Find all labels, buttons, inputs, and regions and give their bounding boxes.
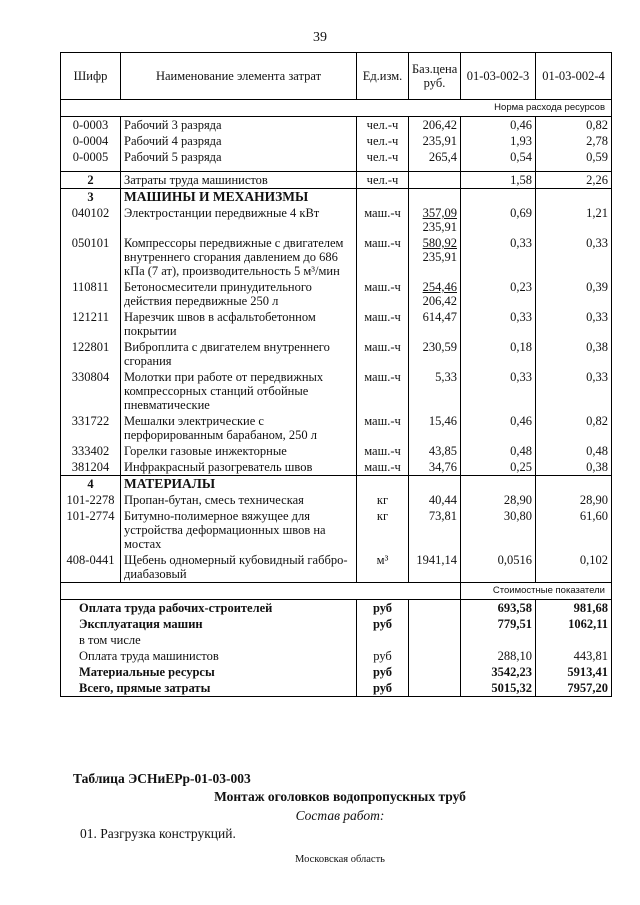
summary-materials-value-2: 5913,41 <box>536 664 612 680</box>
summary-operators-name: Оплата труда машинистов <box>61 648 357 664</box>
table-header-row <box>61 53 612 100</box>
row-code: 040102 <box>61 205 121 235</box>
table-subtitle: Монтаж оголовков водопропускных труб <box>214 789 466 804</box>
table-row <box>61 149 612 165</box>
row-value-2: 0,33 <box>536 235 612 279</box>
summary-labor-value-2: 981,68 <box>536 600 612 617</box>
row-price: 614,47 <box>409 309 461 339</box>
row-unit: чел.-ч <box>357 149 409 165</box>
row-name: Молотки при работе от передвижных компрессорных станций отбойные пневматические <box>121 369 357 413</box>
row-unit: маш.-ч <box>357 369 409 413</box>
row-unit: маш.-ч <box>357 459 409 476</box>
section-2-number: 2 <box>61 172 121 189</box>
table-row <box>61 235 612 279</box>
row-unit: маш.-ч <box>357 309 409 339</box>
table-row <box>61 443 612 459</box>
row-value-2: 1,21 <box>536 205 612 235</box>
row-value-2: 0,82 <box>536 413 612 443</box>
section-4-row <box>61 476 612 493</box>
row-unit: маш.-ч <box>357 235 409 279</box>
summary-operators-unit: руб <box>357 648 409 664</box>
table-row <box>61 413 612 443</box>
row-value-2: 0,48 <box>536 443 612 459</box>
row-price: 206,42 <box>409 117 461 134</box>
table-row <box>61 369 612 413</box>
row-name: Виброплита с двигателем внутреннего сгорания <box>121 339 357 369</box>
row-code: 0-0005 <box>61 149 121 165</box>
row-name: Битумно-полимерное вяжущее для устройства деформационных швов на мостах <box>121 508 357 552</box>
row-code: 381204 <box>61 459 121 476</box>
row-unit: м³ <box>357 552 409 583</box>
summary-machines-value-2: 1062,11 <box>536 616 612 632</box>
row-price-main: 357,09 <box>422 206 457 220</box>
row-value-1: 28,90 <box>461 492 536 508</box>
row-name: Рабочий 4 разряда <box>121 133 357 149</box>
row-code: 331722 <box>61 413 121 443</box>
header-code: Шифр <box>61 53 121 100</box>
summary-including-label: в том числе <box>61 632 357 648</box>
summary-operators-value-2: 443,81 <box>536 648 612 664</box>
row-name: Щебень одномерный кубовидный габбро-диабазовый <box>121 552 357 583</box>
section-2-row <box>61 172 612 189</box>
summary-operators-value-1: 288,10 <box>461 648 536 664</box>
row-value-1: 0,33 <box>461 309 536 339</box>
table-row <box>61 309 612 339</box>
row-unit: маш.-ч <box>357 339 409 369</box>
row-value-1: 0,33 <box>461 235 536 279</box>
summary-total-value-1: 5015,32 <box>461 680 536 697</box>
row-price-operator: 206,42 <box>422 294 457 308</box>
summary-row-operators <box>61 648 612 664</box>
section-3-number: 3 <box>61 189 121 206</box>
row-value-2: 0,38 <box>536 459 612 476</box>
row-value-1: 0,0516 <box>461 552 536 583</box>
row-name: Рабочий 5 разряда <box>121 149 357 165</box>
estimate-table <box>60 52 612 697</box>
row-price-operator: 235,91 <box>422 250 457 264</box>
row-name: Инфракрасный разогреватель швов <box>121 459 357 476</box>
row-price: 43,85 <box>409 443 461 459</box>
row-code: 0-0004 <box>61 133 121 149</box>
row-unit: маш.-ч <box>357 279 409 309</box>
norm-label: Норма расхода ресурсов <box>61 100 612 117</box>
row-value-2: 0,38 <box>536 339 612 369</box>
header-name: Наименование элемента затрат <box>121 53 357 100</box>
table-row <box>61 508 612 552</box>
cost-label: Стоимостные показатели <box>461 583 612 600</box>
row-value-2: 0,33 <box>536 309 612 339</box>
summary-total-name: Всего, прямые затраты <box>61 680 357 697</box>
row-value-2: 0,59 <box>536 149 612 165</box>
row-price <box>409 279 461 309</box>
row-code: 122801 <box>61 339 121 369</box>
row-value-2: 0,39 <box>536 279 612 309</box>
row-value-1: 1,93 <box>461 133 536 149</box>
row-price-operator: 235,91 <box>422 220 457 234</box>
row-name: Горелки газовые инжекторные <box>121 443 357 459</box>
header-unit: Ед.изм. <box>357 53 409 100</box>
row-price-main: 580,92 <box>422 236 457 250</box>
summary-total-unit: руб <box>357 680 409 697</box>
row-price: 5,33 <box>409 369 461 413</box>
row-value-1: 0,18 <box>461 339 536 369</box>
row-price <box>409 235 461 279</box>
summary-labor-name: Оплата труда рабочих-строителей <box>61 600 357 617</box>
table-row <box>61 205 612 235</box>
summary-row-labor <box>61 600 612 617</box>
section-3-title: МАШИНЫ И МЕХАНИЗМЫ <box>121 189 357 206</box>
row-value-1: 0,69 <box>461 205 536 235</box>
summary-total-value-2: 7957,20 <box>536 680 612 697</box>
row-name: Электростанции передвижные 4 кВт <box>121 205 357 235</box>
table-row <box>61 279 612 309</box>
summary-materials-unit: руб <box>357 664 409 680</box>
cost-subheader-row <box>61 583 612 600</box>
summary-materials-value-1: 3542,23 <box>461 664 536 680</box>
section-4-number: 4 <box>61 476 121 493</box>
row-unit: маш.-ч <box>357 443 409 459</box>
row-unit: маш.-ч <box>357 413 409 443</box>
row-value-1: 0,46 <box>461 117 536 134</box>
footer-region: Московская область <box>295 854 385 865</box>
row-unit: маш.-ч <box>357 205 409 235</box>
row-value-1: 0,54 <box>461 149 536 165</box>
row-price-main: 254,46 <box>422 280 457 294</box>
row-name: Нарезчик швов в асфальтобетонном покрытии <box>121 309 357 339</box>
row-name: Пропан-бутан, смесь техническая <box>121 492 357 508</box>
row-code: 0-0003 <box>61 117 121 134</box>
row-price: 265,4 <box>409 149 461 165</box>
summary-row-including <box>61 632 612 648</box>
section-2-name: Затраты труда машинистов <box>121 172 357 189</box>
row-price: 235,91 <box>409 133 461 149</box>
norm-subheader-row <box>61 100 612 117</box>
page-number: 39 <box>313 30 327 45</box>
row-unit: кг <box>357 508 409 552</box>
row-price <box>409 205 461 235</box>
row-code: 333402 <box>61 443 121 459</box>
table-caption: Таблица ЭСНиЕРр-01-03-003 <box>73 771 251 786</box>
row-price: 40,44 <box>409 492 461 508</box>
row-code: 121211 <box>61 309 121 339</box>
row-value-2: 61,60 <box>536 508 612 552</box>
header-col2: 01-03-002-4 <box>536 53 612 100</box>
row-name: Компрессоры передвижные с двигателем внутреннего сгорания давлением до 686 кПа (7 ат), производительность 5 м³/мин <box>121 235 357 279</box>
summary-materials-name: Материальные ресурсы <box>61 664 357 680</box>
header-price: Баз.цена руб. <box>409 53 461 100</box>
row-code: 408-0441 <box>61 552 121 583</box>
section-2-value-1: 1,58 <box>461 172 536 189</box>
summary-row-machines <box>61 616 612 632</box>
row-code: 330804 <box>61 369 121 413</box>
row-name: Рабочий 3 разряда <box>121 117 357 134</box>
summary-machines-value-1: 779,51 <box>461 616 536 632</box>
table-row <box>61 552 612 583</box>
row-code: 050101 <box>61 235 121 279</box>
row-value-1: 30,80 <box>461 508 536 552</box>
composition-title: Состав работ: <box>295 808 385 823</box>
row-value-2: 0,82 <box>536 117 612 134</box>
summary-row-total <box>61 680 612 697</box>
row-value-2: 0,102 <box>536 552 612 583</box>
table-row <box>61 339 612 369</box>
section-2-value-2: 2,26 <box>536 172 612 189</box>
table-row <box>61 117 612 134</box>
section-3-row <box>61 189 612 206</box>
row-unit: кг <box>357 492 409 508</box>
row-value-2: 2,78 <box>536 133 612 149</box>
summary-labor-value-1: 693,58 <box>461 600 536 617</box>
section-2-unit: чел.-ч <box>357 172 409 189</box>
section-4-title: МАТЕРИАЛЫ <box>121 476 357 493</box>
table-row <box>61 492 612 508</box>
row-name: Бетоносмесители принудительного действия передвижные 250 л <box>121 279 357 309</box>
summary-row-materials <box>61 664 612 680</box>
summary-machines-name: Эксплуатация машин <box>61 616 357 632</box>
work-item: 01. Разгрузка конструкций. <box>80 826 236 841</box>
row-name: Мешалки электрические с перфорированным барабаном, 250 л <box>121 413 357 443</box>
row-code: 101-2774 <box>61 508 121 552</box>
row-price: 230,59 <box>409 339 461 369</box>
row-value-2: 28,90 <box>536 492 612 508</box>
row-price: 15,46 <box>409 413 461 443</box>
row-value-1: 0,46 <box>461 413 536 443</box>
row-value-1: 0,23 <box>461 279 536 309</box>
row-value-1: 0,33 <box>461 369 536 413</box>
row-unit: чел.-ч <box>357 133 409 149</box>
row-price: 1941,14 <box>409 552 461 583</box>
table-row <box>61 133 612 149</box>
row-value-1: 0,25 <box>461 459 536 476</box>
row-value-1: 0,48 <box>461 443 536 459</box>
row-unit: чел.-ч <box>357 117 409 134</box>
summary-labor-unit: руб <box>357 600 409 617</box>
row-code: 110811 <box>61 279 121 309</box>
row-value-2: 0,33 <box>536 369 612 413</box>
row-price: 73,81 <box>409 508 461 552</box>
summary-machines-unit: руб <box>357 616 409 632</box>
row-price: 34,76 <box>409 459 461 476</box>
table-row <box>61 459 612 476</box>
header-col1: 01-03-002-3 <box>461 53 536 100</box>
row-code: 101-2278 <box>61 492 121 508</box>
